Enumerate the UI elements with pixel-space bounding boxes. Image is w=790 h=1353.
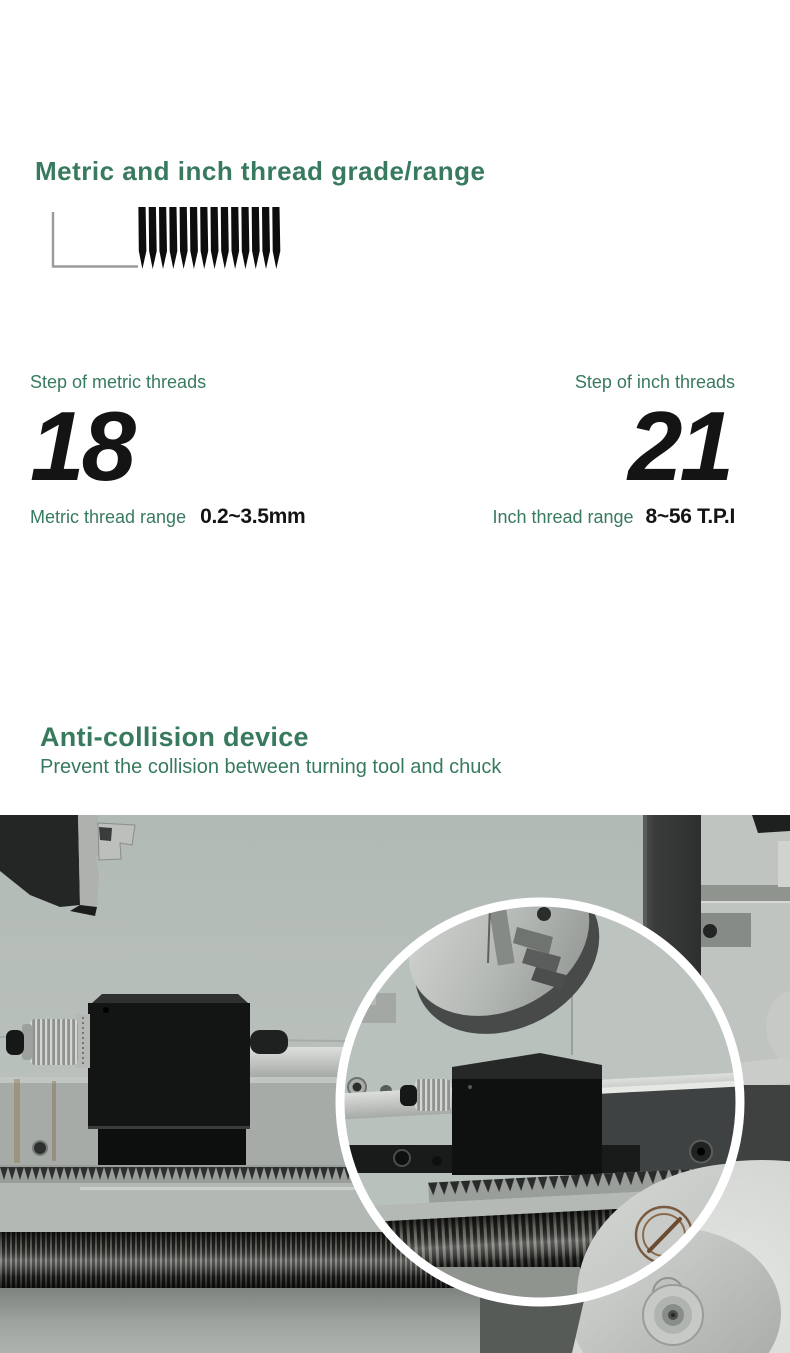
anti-collision-title: Anti-collision device: [40, 722, 309, 752]
thread-profile-illustration: [50, 205, 290, 275]
inch-step-label: Step of inch threads: [574, 372, 735, 392]
stop-pin: [250, 1030, 288, 1054]
metric-range-value: 0.2~3.5mm: [200, 505, 306, 529]
thread-baseline: [53, 212, 138, 267]
metric-range-label: Metric thread range: [30, 507, 187, 528]
inch-threads-block: [365, 372, 735, 529]
anti-collision-subtitle: Prevent the collision between turning tool and chuck: [40, 756, 502, 778]
inch-range-value: 8~56 T.P.I: [645, 505, 735, 529]
metric-step-label: Step of metric threads: [30, 372, 207, 392]
metric-threads-block: [30, 372, 400, 529]
lathe-photo: [0, 815, 790, 1353]
inch-step-value: 21: [627, 391, 731, 501]
inch-range-label: Inch thread range: [492, 507, 634, 528]
thread-teeth: [138, 207, 280, 269]
metric-step-value: 18: [30, 391, 134, 501]
thread-section-title: Metric and inch thread grade/range: [35, 156, 486, 186]
